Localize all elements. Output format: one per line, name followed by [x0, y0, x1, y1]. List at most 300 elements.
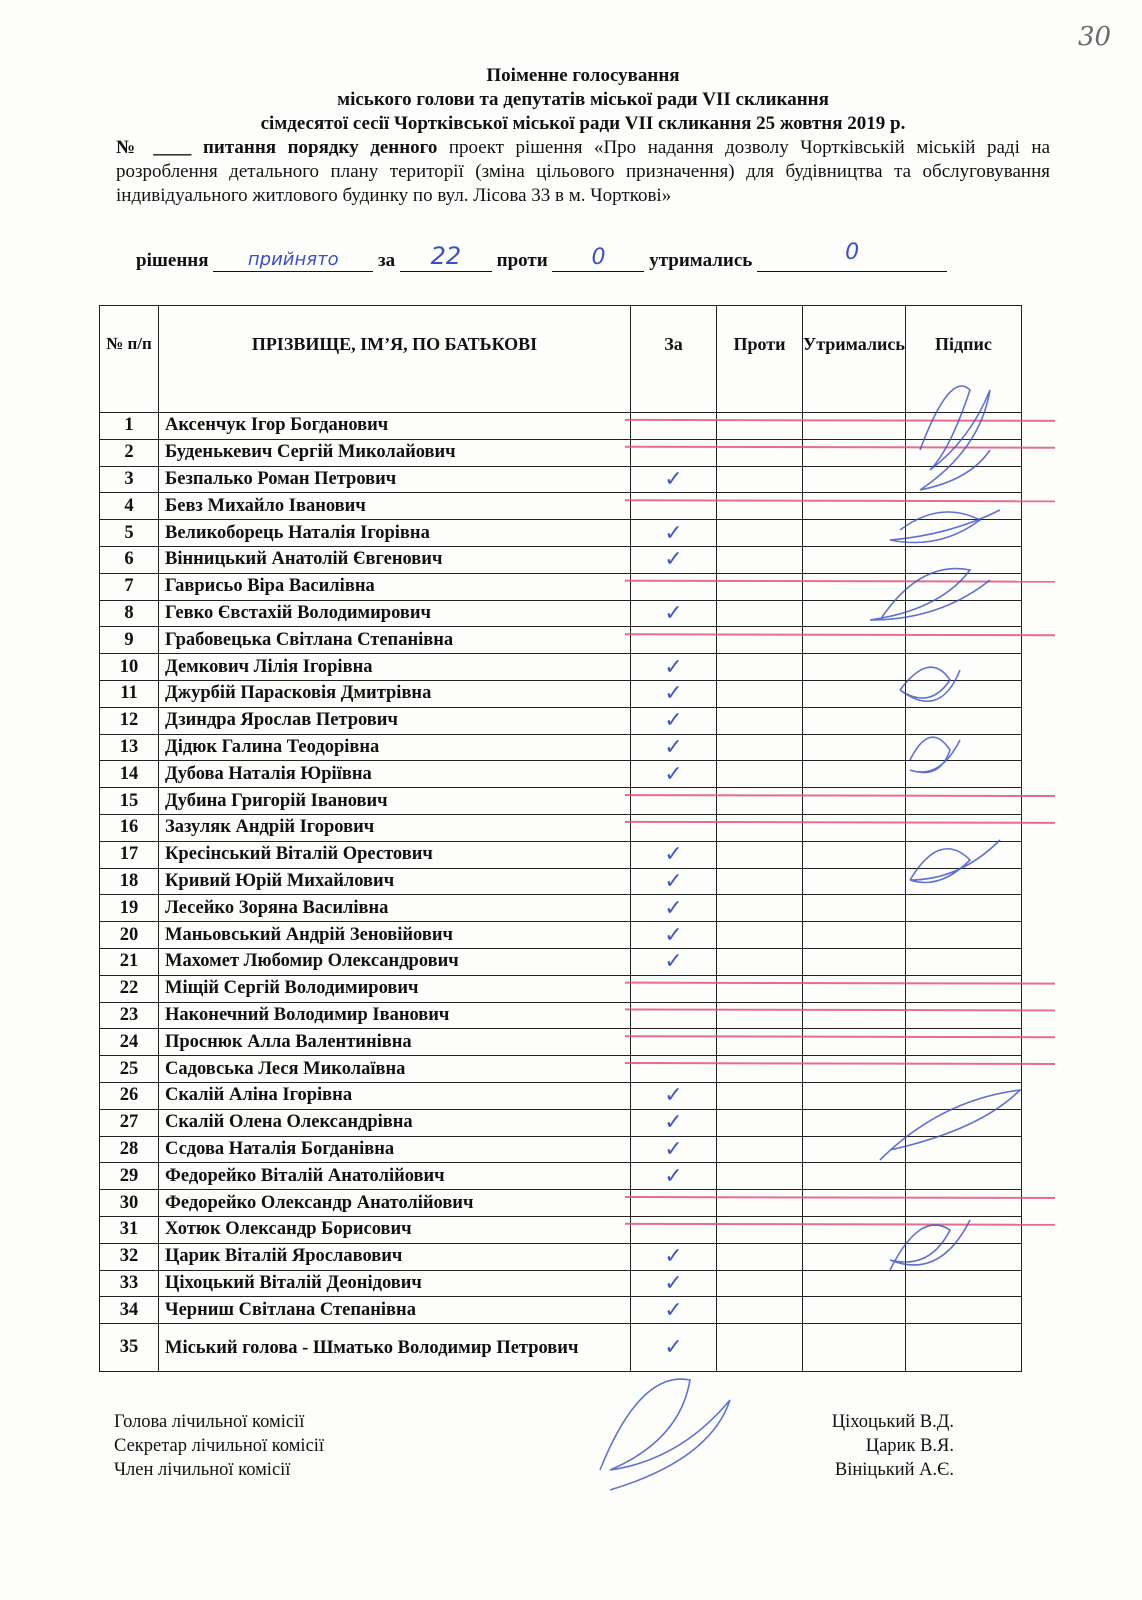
deputy-name: Бевз Михайло Іванович	[159, 493, 631, 520]
signature-cell	[905, 1270, 1021, 1297]
table-row	[100, 761, 1022, 788]
vote-against-cell	[717, 600, 803, 627]
table-header-row	[100, 306, 1022, 413]
vote-against-cell	[717, 1297, 803, 1324]
vote-abstained-cell	[803, 975, 906, 1002]
checkmark-icon: ✓	[664, 1244, 683, 1270]
vote-against-cell	[717, 895, 803, 922]
checkmark-icon: ✓	[664, 922, 683, 948]
row-number: 23	[100, 1002, 159, 1029]
checkmark-icon: ✓	[664, 466, 683, 492]
table-row	[100, 734, 1022, 761]
row-number: 2	[100, 439, 159, 466]
vote-against-cell	[717, 841, 803, 868]
deputy-name: Аксенчук Ігор Богданович	[159, 413, 631, 440]
checkmark-icon: ✓	[664, 520, 683, 546]
row-number: 18	[100, 868, 159, 895]
row-number: 20	[100, 922, 159, 949]
table-row	[100, 1270, 1022, 1297]
signature-cell	[905, 1056, 1021, 1083]
checkmark-icon: ✓	[664, 1297, 683, 1323]
vote-for-cell	[631, 1002, 717, 1029]
signature-cell	[905, 1324, 1021, 1372]
signature-cell	[905, 1109, 1021, 1136]
row-number: 31	[100, 1216, 159, 1243]
signature-cell	[905, 1243, 1021, 1270]
table-row	[100, 841, 1022, 868]
vote-for-cell	[631, 922, 717, 949]
against-blank	[552, 245, 644, 272]
vote-abstained-cell	[803, 520, 906, 547]
vote-for-cell	[631, 975, 717, 1002]
document-header	[116, 64, 1050, 208]
row-number: 12	[100, 707, 159, 734]
vote-against-cell	[717, 707, 803, 734]
row-number: 24	[100, 1029, 159, 1056]
table-row	[100, 1082, 1022, 1109]
checkmark-icon: ✓	[664, 761, 683, 787]
vote-abstained-cell	[803, 1002, 906, 1029]
against-value: 0	[591, 245, 606, 270]
vote-abstained-cell	[803, 1243, 906, 1270]
table-row	[100, 814, 1022, 841]
col-signature-header: Підпис	[905, 306, 1021, 413]
table-row	[100, 1163, 1022, 1190]
table-row	[100, 627, 1022, 654]
deputy-name: Грабовецька Світлана Степанівна	[159, 627, 631, 654]
vote-against-cell	[717, 922, 803, 949]
vote-against-cell	[717, 520, 803, 547]
vote-for-cell	[631, 1324, 717, 1372]
vote-against-cell	[717, 413, 803, 440]
signature-cell	[905, 1029, 1021, 1056]
vote-for-cell	[631, 841, 717, 868]
signature-cell	[905, 546, 1021, 573]
signature-cell	[905, 627, 1021, 654]
vote-for-cell	[631, 520, 717, 547]
table-row	[100, 600, 1022, 627]
vote-abstained-cell	[803, 654, 906, 681]
col-number-header: № п/п	[100, 306, 159, 413]
vote-against-cell	[717, 1190, 803, 1217]
vote-against-cell	[717, 493, 803, 520]
deputy-name: Наконечний Володимир Іванович	[159, 1002, 631, 1029]
vote-abstained-cell	[803, 1056, 906, 1083]
checkmark-icon: ✓	[664, 1335, 683, 1361]
vote-against-cell	[717, 466, 803, 493]
vote-abstained-cell	[803, 788, 906, 815]
deputy-name: Федорейко Віталій Анатолійович	[159, 1163, 631, 1190]
vote-for-cell	[631, 1056, 717, 1083]
table-row	[100, 948, 1022, 975]
signature-cell	[905, 761, 1021, 788]
deputy-name: Кресінський Віталій Орестович	[159, 841, 631, 868]
row-number: 28	[100, 1136, 159, 1163]
signature-cell	[905, 654, 1021, 681]
abstained-label: утримались	[649, 250, 753, 271]
deputy-name: Ссдова Наталія Богданівна	[159, 1136, 631, 1163]
deputy-name: Міщій Сергій Володимирович	[159, 975, 631, 1002]
deputy-name: Гаврисьо Віра Василівна	[159, 573, 631, 600]
col-name-header: ПРІЗВИЩЕ, ІМ’Я, ПО БАТЬКОВІ	[159, 306, 631, 413]
vote-abstained-cell	[803, 439, 906, 466]
vote-abstained-cell	[803, 895, 906, 922]
deputy-name: Великоборець Наталія Ігорівна	[159, 520, 631, 547]
checkmark-icon: ✓	[664, 600, 683, 626]
vote-for-cell	[631, 1082, 717, 1109]
signature-cell	[905, 948, 1021, 975]
signature-cell	[905, 922, 1021, 949]
deputy-name: Лесейко Зоряна Василівна	[159, 895, 631, 922]
deputy-name: Скалій Олена Олександрівна	[159, 1109, 631, 1136]
vote-against-cell	[717, 814, 803, 841]
vote-abstained-cell	[803, 627, 906, 654]
table-row	[100, 466, 1022, 493]
footer-row	[114, 1436, 954, 1460]
row-number: 9	[100, 627, 159, 654]
footer-row	[114, 1412, 954, 1436]
vote-against-cell	[717, 1056, 803, 1083]
table-row	[100, 895, 1022, 922]
vote-abstained-cell	[803, 1136, 906, 1163]
question-paragraph	[116, 136, 1050, 208]
member-role: Член лічильної комісії	[114, 1460, 291, 1480]
col-for-header: За	[631, 306, 717, 413]
checkmark-icon: ✓	[664, 708, 683, 734]
col-abstained-header: Утримались	[803, 306, 906, 413]
signature-cell	[905, 413, 1021, 440]
row-number: 6	[100, 546, 159, 573]
vote-against-cell	[717, 1216, 803, 1243]
vote-against-cell	[717, 761, 803, 788]
deputy-name: Маньовський Андрій Зеновійович	[159, 922, 631, 949]
for-value: 22	[430, 242, 462, 270]
deputy-name: Скалій Аліна Ігорівна	[159, 1082, 631, 1109]
vote-for-cell	[631, 654, 717, 681]
vote-against-cell	[717, 868, 803, 895]
vote-against-cell	[717, 1163, 803, 1190]
signature-cell	[905, 868, 1021, 895]
checkmark-icon: ✓	[664, 547, 683, 573]
table-row	[100, 1136, 1022, 1163]
signature-cell	[905, 841, 1021, 868]
vote-for-cell	[631, 1109, 717, 1136]
deputy-name: Царик Віталій Ярославович	[159, 1243, 631, 1270]
signature-cell	[905, 788, 1021, 815]
vote-for-cell	[631, 1270, 717, 1297]
abstained-blank	[757, 240, 947, 272]
vote-for-cell	[631, 600, 717, 627]
row-number: 26	[100, 1082, 159, 1109]
vote-for-cell	[631, 734, 717, 761]
table-row	[100, 520, 1022, 547]
vote-abstained-cell	[803, 1216, 906, 1243]
row-number: 17	[100, 841, 159, 868]
vote-abstained-cell	[803, 493, 906, 520]
table-row	[100, 1216, 1022, 1243]
table-row	[100, 1190, 1022, 1217]
table-row	[100, 439, 1022, 466]
vote-abstained-cell	[803, 1029, 906, 1056]
deputy-name: Черниш Світлана Степанівна	[159, 1297, 631, 1324]
footer-row	[114, 1460, 954, 1484]
row-number: 3	[100, 466, 159, 493]
row-number: 11	[100, 680, 159, 707]
signature-cell	[905, 814, 1021, 841]
vote-abstained-cell	[803, 1324, 906, 1372]
signature-cell	[905, 1082, 1021, 1109]
vote-for-cell	[631, 1216, 717, 1243]
table-row	[100, 573, 1022, 600]
vote-against-cell	[717, 948, 803, 975]
page-number: 30	[1078, 22, 1112, 52]
table-row	[100, 788, 1022, 815]
signature-cell	[905, 466, 1021, 493]
vote-for-cell	[631, 1136, 717, 1163]
deputy-name: Зазуляк Андрій Ігорович	[159, 814, 631, 841]
checkmark-icon: ✓	[664, 868, 683, 894]
vote-abstained-cell	[803, 680, 906, 707]
row-number: 32	[100, 1243, 159, 1270]
vote-for-cell	[631, 466, 717, 493]
deputy-name: Хотюк Олександр Борисович	[159, 1216, 631, 1243]
deputy-name: Ціхоцький Віталій Деонідович	[159, 1270, 631, 1297]
vote-for-cell	[631, 707, 717, 734]
vote-abstained-cell	[803, 948, 906, 975]
vote-against-cell	[717, 788, 803, 815]
vote-abstained-cell	[803, 841, 906, 868]
row-number: 5	[100, 520, 159, 547]
vote-abstained-cell	[803, 1082, 906, 1109]
table-row	[100, 922, 1022, 949]
table-row	[100, 493, 1022, 520]
signature-cell	[905, 439, 1021, 466]
row-number: 33	[100, 1270, 159, 1297]
vote-against-cell	[717, 573, 803, 600]
vote-for-cell	[631, 413, 717, 440]
row-number: 10	[100, 654, 159, 681]
chair-name: Ціхоцький В.Д.	[831, 1412, 954, 1432]
vote-for-cell	[631, 546, 717, 573]
table-row	[100, 546, 1022, 573]
row-number: 16	[100, 814, 159, 841]
row-number: 14	[100, 761, 159, 788]
deputy-name: Вінницький Анатолій Євгенович	[159, 546, 631, 573]
vote-abstained-cell	[803, 1163, 906, 1190]
table-row	[100, 1056, 1022, 1083]
row-number: 30	[100, 1190, 159, 1217]
question-text: проект рішення «Про надання дозволу Чортківській міській раді на розроблення детального плану території (зміна цільового призначення) для будівництва та обслуговування індивідуального житлового будинку по вул. Лісова 33 в м. Чорткові»	[116, 137, 1051, 206]
col-against-header: Проти	[717, 306, 803, 413]
row-number: 13	[100, 734, 159, 761]
signature-cell	[905, 895, 1021, 922]
row-number: 35	[100, 1324, 159, 1372]
member-name: Вініцький А.Є.	[834, 1460, 954, 1480]
for-label: за	[378, 250, 396, 271]
table-row	[100, 413, 1022, 440]
row-number: 29	[100, 1163, 159, 1190]
row-number: 1	[100, 413, 159, 440]
table-row	[100, 1243, 1022, 1270]
checkmark-icon: ✓	[664, 681, 683, 707]
title-line-3: сімдесятої сесії Чортківської міської ради VII скликання 25 жовтня 2019 р.	[260, 113, 906, 134]
question-prefix: № ____ питання порядку денного	[116, 137, 438, 158]
vote-abstained-cell	[803, 868, 906, 895]
deputy-name: Дубова Наталія Юріївна	[159, 761, 631, 788]
checkmark-icon: ✓	[664, 1136, 683, 1162]
vote-result-line	[136, 240, 947, 272]
vote-for-cell	[631, 868, 717, 895]
decision-label: рішення	[136, 250, 209, 271]
against-label: проти	[496, 250, 548, 271]
vote-abstained-cell	[803, 1109, 906, 1136]
checkmark-icon: ✓	[664, 1083, 683, 1109]
vote-for-cell	[631, 761, 717, 788]
row-number: 21	[100, 948, 159, 975]
deputy-name: Міський голова - Шматько Володимир Петрович	[159, 1324, 631, 1372]
table-row	[100, 654, 1022, 681]
vote-against-cell	[717, 1029, 803, 1056]
vote-abstained-cell	[803, 1190, 906, 1217]
checkmark-icon: ✓	[664, 895, 683, 921]
checkmark-icon: ✓	[664, 949, 683, 975]
signature-cell	[905, 707, 1021, 734]
vote-for-cell	[631, 573, 717, 600]
row-number: 34	[100, 1297, 159, 1324]
signature-cell	[905, 573, 1021, 600]
for-blank	[400, 242, 492, 272]
row-number: 25	[100, 1056, 159, 1083]
decision-blank	[213, 251, 373, 272]
vote-for-cell	[631, 1297, 717, 1324]
vote-against-cell	[717, 734, 803, 761]
vote-against-cell	[717, 627, 803, 654]
signature-cell	[905, 1002, 1021, 1029]
row-number: 19	[100, 895, 159, 922]
abstained-value: 0	[845, 240, 860, 265]
vote-abstained-cell	[803, 707, 906, 734]
deputy-name: Дідюк Галина Теодорівна	[159, 734, 631, 761]
vote-for-cell	[631, 895, 717, 922]
vote-abstained-cell	[803, 1270, 906, 1297]
signature-cell	[905, 1136, 1021, 1163]
deputy-name: Дубина Григорій Іванович	[159, 788, 631, 815]
vote-against-cell	[717, 439, 803, 466]
signature-cell	[905, 680, 1021, 707]
deputy-name: Садовська Леся Миколаївна	[159, 1056, 631, 1083]
table-row	[100, 1324, 1022, 1372]
signature-cell	[905, 1297, 1021, 1324]
table-row	[100, 1109, 1022, 1136]
vote-against-cell	[717, 680, 803, 707]
vote-abstained-cell	[803, 466, 906, 493]
vote-for-cell	[631, 680, 717, 707]
vote-against-cell	[717, 546, 803, 573]
vote-against-cell	[717, 1002, 803, 1029]
vote-for-cell	[631, 493, 717, 520]
row-number: 7	[100, 573, 159, 600]
vote-for-cell	[631, 1163, 717, 1190]
vote-for-cell	[631, 1243, 717, 1270]
table-row	[100, 707, 1022, 734]
row-number: 8	[100, 600, 159, 627]
title-line-2: міського голови та депутатів міської ради VII скликання	[337, 89, 829, 110]
vote-abstained-cell	[803, 734, 906, 761]
vote-abstained-cell	[803, 1297, 906, 1324]
deputy-name: Проснюк Алла Валентинівна	[159, 1029, 631, 1056]
deputy-name: Безпалько Роман Петрович	[159, 466, 631, 493]
table-row	[100, 1297, 1022, 1324]
chair-role: Голова лічильної комісії	[114, 1412, 305, 1432]
signature-cell	[905, 1163, 1021, 1190]
table-row	[100, 680, 1022, 707]
secretary-name: Царик В.Я.	[865, 1436, 954, 1456]
deputy-name: Федорейко Олександр Анатолійович	[159, 1190, 631, 1217]
vote-against-cell	[717, 1270, 803, 1297]
checkmark-icon: ✓	[664, 842, 683, 868]
vote-against-cell	[717, 1136, 803, 1163]
table-row	[100, 1029, 1022, 1056]
signature-cell	[905, 1216, 1021, 1243]
vote-for-cell	[631, 627, 717, 654]
signature-cell	[905, 493, 1021, 520]
signature-cell	[905, 1190, 1021, 1217]
vote-against-cell	[717, 975, 803, 1002]
signature-cell	[905, 734, 1021, 761]
vote-for-cell	[631, 1190, 717, 1217]
checkmark-icon: ✓	[664, 654, 683, 680]
signature-cell	[905, 520, 1021, 547]
deputy-name: Махомет Любомир Олександрович	[159, 948, 631, 975]
checkmark-icon: ✓	[664, 1110, 683, 1136]
checkmark-icon: ✓	[664, 1163, 683, 1189]
vote-against-cell	[717, 1082, 803, 1109]
vote-abstained-cell	[803, 413, 906, 440]
table-row	[100, 975, 1022, 1002]
vote-abstained-cell	[803, 922, 906, 949]
deputy-name: Демкович Лілія Ігорівна	[159, 654, 631, 681]
table-row	[100, 1002, 1022, 1029]
deputy-name: Дзиндра Ярослав Петрович	[159, 707, 631, 734]
row-number: 15	[100, 788, 159, 815]
vote-abstained-cell	[803, 546, 906, 573]
vote-abstained-cell	[803, 814, 906, 841]
deputy-name: Буденькевич Сергій Миколайович	[159, 439, 631, 466]
decision-value: прийнято	[247, 249, 339, 270]
vote-for-cell	[631, 439, 717, 466]
vote-table	[99, 305, 1022, 1372]
row-number: 27	[100, 1109, 159, 1136]
checkmark-icon: ✓	[664, 734, 683, 760]
vote-abstained-cell	[803, 600, 906, 627]
vote-against-cell	[717, 654, 803, 681]
vote-abstained-cell	[803, 761, 906, 788]
checkmark-icon: ✓	[664, 1270, 683, 1296]
deputy-name: Гевко Євстахій Володимирович	[159, 600, 631, 627]
table-row	[100, 868, 1022, 895]
row-number: 22	[100, 975, 159, 1002]
secretary-role: Секретар лічильної комісії	[114, 1436, 325, 1456]
vote-for-cell	[631, 1029, 717, 1056]
vote-for-cell	[631, 948, 717, 975]
deputy-name: Джурбій Парасковія Дмитрівна	[159, 680, 631, 707]
vote-against-cell	[717, 1243, 803, 1270]
vote-against-cell	[717, 1109, 803, 1136]
commission-footer	[114, 1412, 954, 1484]
deputy-name: Кривий Юрій Михайлович	[159, 868, 631, 895]
vote-against-cell	[717, 1324, 803, 1372]
signature-cell	[905, 975, 1021, 1002]
